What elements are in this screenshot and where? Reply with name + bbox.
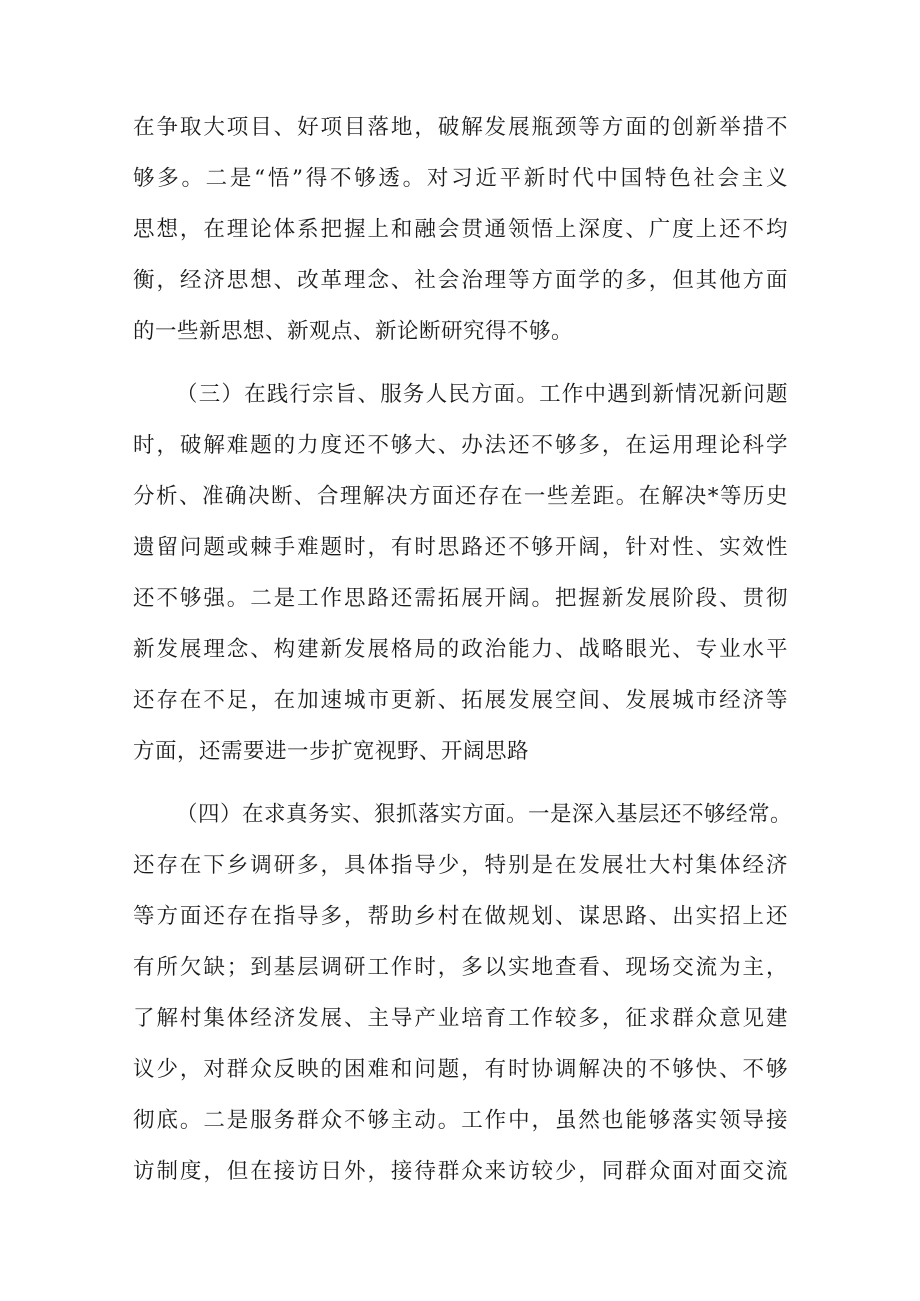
- text-line: 等方面还存在指导多，帮助乡村在做规划、谋思路、出实招上还: [133, 904, 788, 929]
- text-line: 够多。二是“悟”得不够透。对习近平新时代中国特色社会主义: [133, 166, 788, 191]
- text-line: 思想，在理论体系把握上和融会贯通领悟上深度、广度上还不均: [133, 217, 788, 242]
- text-line: 访制度，但在接访日外，接待群众来访较少，同群众面对面交流: [133, 1159, 788, 1184]
- text-line: 彻底。二是服务群众不够主动。工作中，虽然也能够落实领导接: [133, 1108, 788, 1133]
- text-line: 新发展理念、构建新发展格局的政治能力、战略眼光、专业水平: [133, 637, 788, 662]
- section-heading-line: （四）在求真务实、狠抓落实方面。一是深入基层还不够经常。: [176, 802, 793, 827]
- text-line: 的一些新思想、新观点、新论断研究得不够。: [133, 319, 574, 344]
- text-line: 方面，还需要进一步扩宽视野、开阔思路: [133, 739, 530, 764]
- text-line: 有所欠缺；到基层调研工作时，多以实地查看、现场交流为主，: [133, 955, 788, 980]
- text-line: 遗留问题或棘手难题时，有时思路还不够开阔，针对性、实效性: [133, 535, 788, 560]
- text-line: 衡，经济思想、改革理念、社会治理等方面学的多，但其他方面: [133, 268, 788, 293]
- text-line: 在争取大项目、好项目落地，破解发展瓶颈等方面的创新举措不: [133, 115, 788, 140]
- section-heading-line: （三）在践行宗旨、服务人民方面。工作中遇到新情况新问题: [176, 382, 788, 407]
- text-line: 议少，对群众反映的困难和问题，有时协调解决的不够快、不够: [133, 1057, 788, 1082]
- text-line: 还存在不足，在加速城市更新、拓展发展空间、发展城市经济等: [133, 688, 788, 713]
- text-line: 还存在下乡调研多，具体指导少，特别是在发展壮大村集体经济: [133, 853, 788, 878]
- text-line: 时，破解难题的力度还不够大、办法还不够多，在运用理论科学: [133, 433, 788, 458]
- text-line: 了解村集体经济发展、主导产业培育工作较多，征求群众意见建: [133, 1006, 788, 1031]
- text-line: 分析、准确决断、合理解决方面还存在一些差距。在解决*等历史: [133, 484, 788, 509]
- text-line: 还不够强。二是工作思路还需拓展开阔。把握新发展阶段、贯彻: [133, 586, 788, 611]
